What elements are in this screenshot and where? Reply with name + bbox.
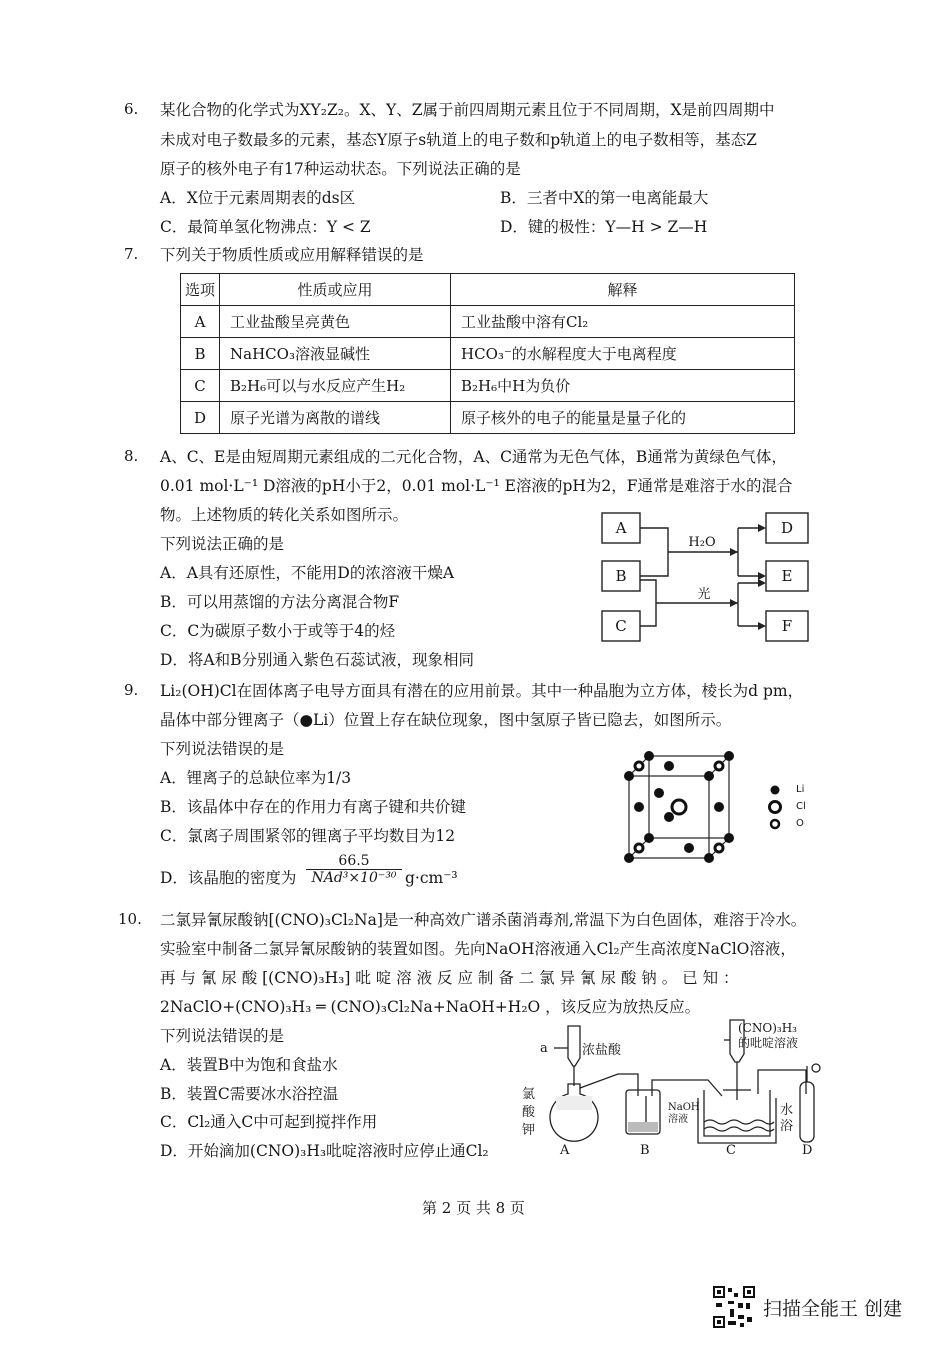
o-marker-icon [771,820,779,828]
q10-apparatus-diagram [518,1018,830,1158]
q9-option-d-prefix: D．该晶胞的密度为 [160,869,297,887]
q10-letter-a: A [560,1143,570,1158]
q10-label-hcl: 浓盐酸 [582,1043,622,1058]
q10-line-1: 二氯异氰尿酸钠[(CNO)₃Cl₂Na]是一种高效广谱杀菌消毒剂,常温下为白色固体，难溶于冷水。 [160,911,807,929]
q7-row-option: C [181,370,220,402]
cl-marker-icon [770,802,781,813]
q6-line-1: 某化合物的化学式为XY₂Z₂。X、Y、Z属于前四周期元素且位于不同周期，X是前四周期中 [160,101,775,119]
q9-option-c: C．氯离子周围紧邻的锂离子平均数目为12 [160,827,456,845]
q7-row-explanation: 原子核外的电子的能量是量子化的 [451,402,795,434]
q10-label-a: a [540,1041,548,1056]
q9-legend-li: Li [796,784,805,795]
q9-legend [766,783,816,833]
q9-crystal-cell-diagram [615,743,745,868]
q10-option-c: C．Cl₂通入C中可起到搅拌作用 [160,1113,378,1131]
page-number: 第 2 页 共 8 页 [422,1199,525,1217]
q9-option-b: B．该晶体中存在的作用力有离子键和共价键 [160,798,466,816]
q7-row-explanation: HCO₃⁻的水解程度大于电离程度 [451,338,795,370]
q10-option-a: A．装置B中为饱和食盐水 [160,1056,338,1074]
q6-line-2: 未成对电子数最多的元素，基态Y原子s轨道上的电子数和p轨道上的电子数相等，基态Z [160,131,757,149]
q8-line-2: 0.01 mol·L⁻¹ D溶液的pH小于2，0.01 mol·L⁻¹ E溶液的pH为2，F通常是难溶于水的混合 [160,477,793,495]
q7-header-property: 性质或应用 [220,274,451,306]
q10-letter-c: C [726,1143,736,1158]
q6-line-3: 原子的核外电子有17种运动状态。下列说法正确的是 [160,160,521,178]
table-row [181,306,795,338]
q10-line-3: 再 与 氰 尿 酸 [(CNO)₃H₃] 吡 啶 溶 液 反 应 制 备 二 氯 异 氰 尿 酸 钠 。 已 知 ： [160,969,739,987]
q6-option-d: D．键的极性：Y—H > Z—H [500,218,708,236]
q8-prompt: 下列说法正确的是 [160,535,285,553]
q8-option-d: D．将A和B分别通入紫色石蕊试液，现象相同 [160,651,475,669]
q6-number: 6. [124,100,139,118]
q8-line-3: 物。上述物质的转化关系如图所示。 [160,506,409,524]
q10-label-cno-2: 的吡啶溶液 [738,1036,799,1050]
q10-letter-b: B [640,1143,650,1158]
q6-option-b: B．三者中X的第一电离能最大 [500,189,709,207]
q10-letter-d: D [802,1143,813,1158]
q10-label-naoh-2: 溶液 [668,1114,688,1125]
q8-reaction-diagram [598,508,813,648]
q10-label-cno-1: (CNO)₃H₃ [738,1021,797,1035]
q10-line-4: 2NaClO+(CNO)₃H₃ ═ (CNO)₃Cl₂Na+NaOH+H₂O ，该反应为放热反应。 [160,998,701,1016]
q7-table [180,273,795,434]
q7-row-property: B₂H₆可以与水反应产生H₂ [220,370,451,402]
q8-label-light: 光 [697,587,711,602]
q10-number: 10. [118,910,142,928]
q7-stem: 下列关于物质性质或应用解释错误的是 [160,246,424,264]
table-row [181,402,795,434]
q10-option-b: B．装置C需要冰水浴控温 [160,1085,339,1103]
q10-prompt: 下列说法错误的是 [160,1027,285,1045]
q6-option-a: A．X位于元素周期表的ds区 [160,189,356,207]
q8-label-a: A [615,519,627,537]
q10-label-kclo3-1: 氯 [522,1087,536,1102]
q9-density-numerator: 66.5 [338,853,370,869]
q7-row-property: NaHCO₃溶液显碱性 [220,338,451,370]
q8-label-f: F [781,617,793,635]
q7-row-option: D [181,402,220,434]
q9-line-1: Li₂(OH)Cl在固体离子电导方面具有潜在的应用前景。其中一种晶胞为立方体，棱长为d pm， [160,682,804,700]
q8-label-b: B [615,567,627,585]
li-marker-icon [771,786,780,795]
q6-option-c: C．最简单氢化物沸点：Y < Z [160,218,371,236]
q8-option-a: A．A具有还原性，不能用D的浓溶液干燥A [160,564,455,582]
q7-row-property: 原子光谱为离散的谱线 [220,402,451,434]
q8-option-c: C．C为碳原子数小于或等于4的烃 [160,622,396,640]
q10-label-bath-2: 浴 [780,1119,794,1134]
q10-label-bath-1: 水 [780,1103,794,1118]
q7-row-explanation: B₂H₆中H为负价 [451,370,795,402]
q8-label-e: E [781,567,793,585]
q7-row-option: A [181,306,220,338]
q8-option-b: B．可以用蒸馏的方法分离混合物F [160,593,400,611]
q8-line-1: A、C、E是由短周期元素组成的二元化合物，A、C通常为无色气体，B通常为黄绿色气体， [160,448,787,466]
q10-label-naoh-1: NaOH [668,1102,700,1113]
q9-prompt: 下列说法错误的是 [160,740,285,758]
q8-label-d: D [780,519,794,537]
q10-label-kclo3-3: 钾 [522,1123,536,1138]
q7-row-option: B [181,338,220,370]
q9-legend-o: O [796,818,804,829]
q7-header-explanation: 解释 [451,274,795,306]
table-row [181,370,795,402]
q8-label-water: H₂O [688,535,716,550]
q7-row-explanation: 工业盐酸中溶有Cl₂ [451,306,795,338]
q7-number: 7. [124,245,139,263]
q9-number: 9. [124,681,139,699]
q7-row-property: 工业盐酸呈亮黄色 [220,306,451,338]
q7-table-header [181,274,795,306]
q7-header-option: 选项 [181,274,220,306]
q9-density-denominator: NAd³×10⁻³⁰ [306,869,402,886]
qr-code-icon [712,1285,756,1329]
q10-option-d: D．开始滴加(CNO)₃H₃吡啶溶液时应停止通Cl₂ [160,1142,489,1160]
q9-legend-cl: Cl [796,801,806,812]
q8-number: 8. [124,447,139,465]
q8-label-c: C [615,617,627,635]
scanner-brand: 扫描全能王 创建 [763,1298,903,1320]
q9-option-a: A．锂离子的总缺位率为1/3 [160,769,352,787]
q9-line-2: 晶体中部分锂离子（●Li）位置上存在缺位现象，图中氢原子皆已隐去，如图所示。 [160,711,732,729]
table-row [181,338,795,370]
q9-density-unit: g·cm⁻³ [405,869,458,887]
q10-label-kclo3-2: 酸 [522,1105,536,1120]
q9-density-fraction [306,853,402,886]
q10-line-2: 实验室中制备二氯异氰尿酸钠的装置如图。先向NaOH溶液通入Cl₂产生高浓度NaClO溶液， [160,940,796,958]
